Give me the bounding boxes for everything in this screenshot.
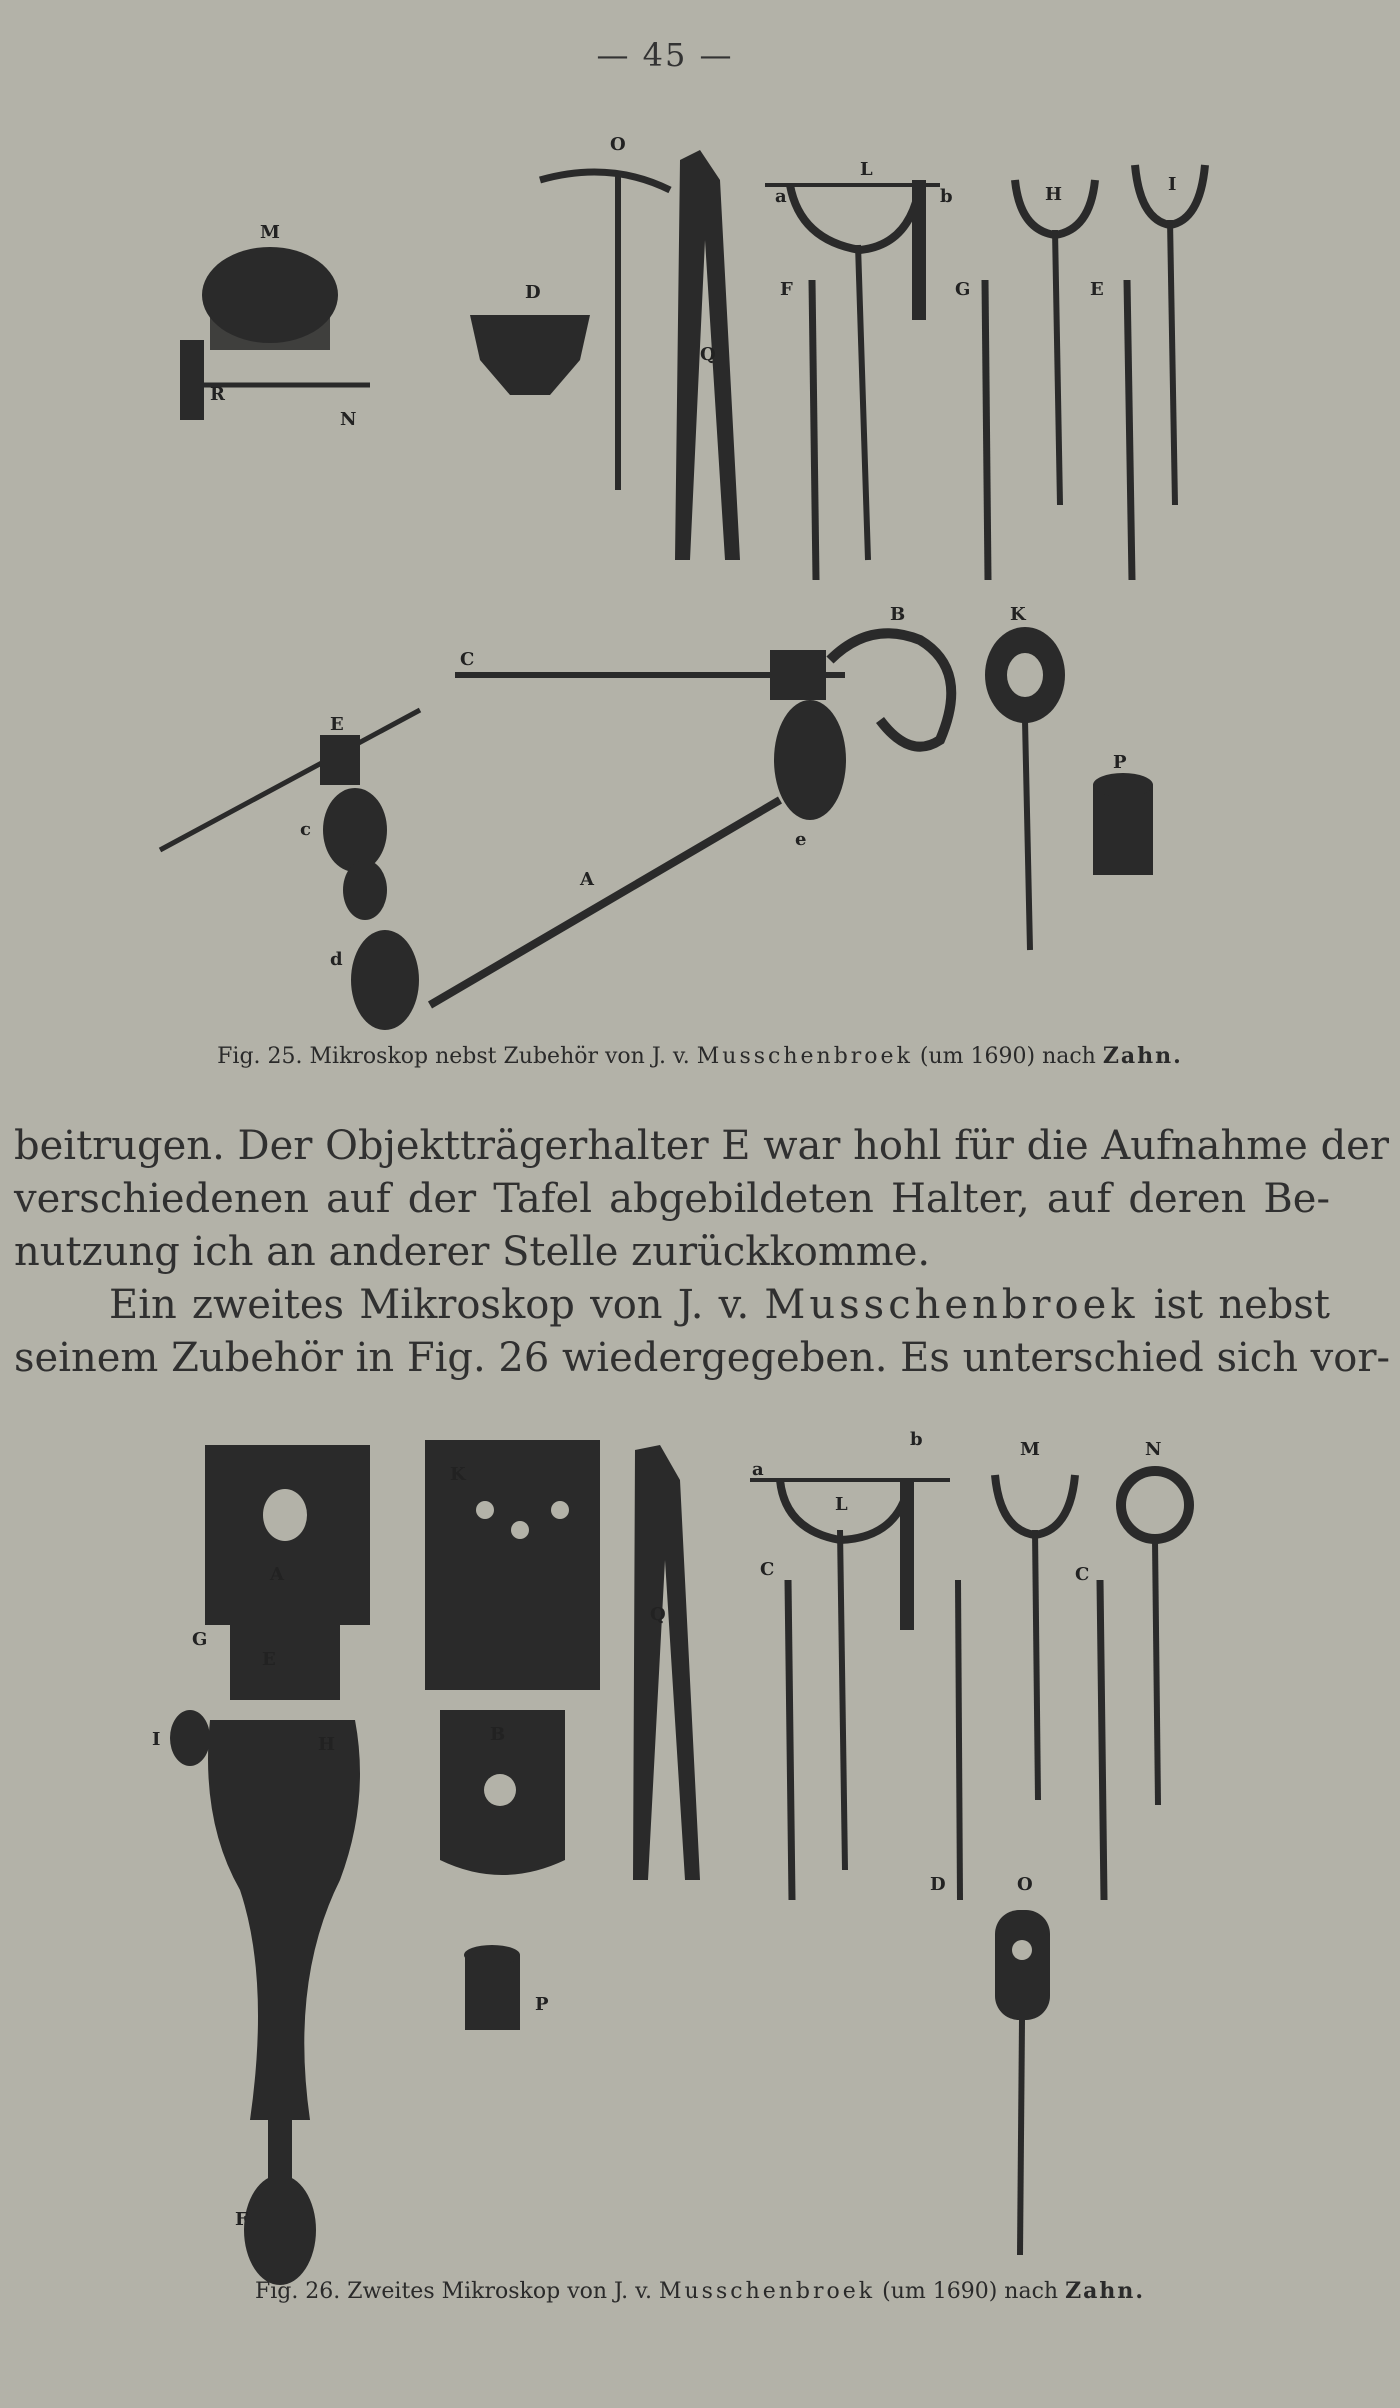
- label-e-joint: e: [795, 829, 807, 850]
- fig25-caption-author: Zahn.: [1102, 1043, 1183, 1069]
- label-p-26: P: [535, 1994, 549, 2015]
- label-d: D: [525, 282, 541, 303]
- page-number: — 45 —: [596, 36, 734, 74]
- label-f-26: F: [235, 2209, 248, 2230]
- figure-25-illustration: [140, 120, 1280, 1040]
- label-c-joint: c: [300, 819, 311, 840]
- label-l: L: [860, 159, 873, 180]
- part-i-fork: [1135, 165, 1205, 505]
- label-a-26: A: [270, 1564, 284, 1585]
- label-d-26: D: [930, 1874, 946, 1895]
- part-c-needle-26-right: [1075, 1564, 1104, 1900]
- part-m-fork-26: [995, 1439, 1075, 1800]
- part-q-tweezers: [675, 150, 740, 560]
- label-n-26: N: [1145, 1439, 1162, 1460]
- label-g: G: [955, 279, 971, 300]
- label-b-26-holder: b: [910, 1429, 923, 1450]
- body-line-3: nutzung ich an anderer Stelle zurückkomme.: [14, 1229, 931, 1275]
- fig25-caption-year: (um 1690) nach: [919, 1044, 1096, 1069]
- label-a-arm: A: [580, 869, 594, 890]
- fig25-caption-name: Musschenbroek: [696, 1044, 913, 1069]
- label-c-26: C: [760, 1559, 775, 1580]
- figure-26-caption: [0, 2278, 1400, 2304]
- label-f: F: [780, 279, 793, 300]
- part-microscope-body: [152, 1445, 370, 2285]
- part-c-needle-26: [760, 1559, 792, 1900]
- label-b: b: [940, 186, 953, 207]
- part-l-holder-26: [750, 1429, 950, 1870]
- label-d-joint: d: [330, 949, 343, 970]
- label-k: K: [1010, 604, 1026, 625]
- fig25-caption-prefix: Fig. 25.: [217, 1044, 303, 1069]
- label-e-top: E: [1090, 279, 1104, 300]
- label-l-26: L: [835, 1494, 848, 1515]
- part-m-knob: [180, 222, 370, 430]
- label-o: O: [610, 134, 626, 155]
- body-line-4-end: ist nebst: [1153, 1282, 1330, 1328]
- label-h: H: [1045, 184, 1063, 205]
- part-e-needle: [1090, 279, 1132, 580]
- figure-25-drawing: [140, 120, 1280, 1040]
- label-g-26: G: [192, 1629, 208, 1650]
- part-p-spool: [1093, 752, 1153, 875]
- fig26-caption-prefix: Fig. 26.: [254, 2279, 341, 2304]
- label-c-26-right: C: [1075, 1564, 1090, 1585]
- part-p-spool-26: [464, 1945, 549, 2030]
- fig26-caption-year: (um 1690) nach: [882, 2279, 1059, 2304]
- part-a-microscope-arm: [160, 604, 951, 1030]
- label-p: P: [1113, 752, 1127, 773]
- label-k-26: K: [450, 1464, 466, 1485]
- label-b-26: B: [490, 1724, 506, 1745]
- label-r: R: [210, 384, 225, 405]
- part-g-needle: [955, 279, 988, 580]
- part-k-plate: [425, 1440, 600, 1690]
- figure-26-drawing: [140, 1420, 1280, 2300]
- label-a-26-holder: a: [752, 1459, 764, 1480]
- body-line-5: seinem Zubehör in Fig. 26 wiedergegeben. Es unterschied sich vor-: [14, 1335, 1390, 1381]
- body-paragraph: [14, 1120, 1390, 1385]
- figure-25-caption: [0, 1043, 1400, 1069]
- label-e-arm: E: [330, 714, 344, 735]
- part-q-tweezers-26: [633, 1445, 700, 1880]
- figure-26-illustration: [140, 1420, 1280, 2300]
- fig25-caption-mid: Mikroskop nebst Zubehör von J. v.: [309, 1044, 690, 1069]
- label-o-26: O: [1017, 1874, 1033, 1895]
- part-o-hook: [540, 134, 670, 490]
- fig26-caption-author: Zahn.: [1065, 2278, 1146, 2304]
- label-h-26: H: [318, 1734, 336, 1755]
- label-m-26: M: [1020, 1439, 1040, 1460]
- part-o-pin-26: [995, 1874, 1050, 2255]
- label-b-arm: B: [890, 604, 906, 625]
- label-q-26: Q: [650, 1604, 666, 1625]
- label-q: Q: [700, 344, 716, 365]
- body-line-2: verschiedenen auf der Tafel abgebildeten Halter, auf deren Be-: [14, 1176, 1330, 1222]
- body-line-4: [14, 1279, 1330, 1332]
- label-n: N: [340, 409, 357, 430]
- part-l-holder: [765, 159, 953, 560]
- label-a: a: [775, 186, 787, 207]
- part-f-needle: [780, 279, 816, 580]
- body-line-4-start: Ein zweites Mikroskop von J. v.: [109, 1282, 750, 1328]
- part-k-ring-pin: [985, 604, 1065, 950]
- part-b-plate: [440, 1710, 565, 1875]
- fig26-caption-mid: Zweites Mikroskop von J. v.: [347, 2279, 652, 2304]
- body-line-4-name: Musschenbroek: [764, 1282, 1139, 1328]
- body-line-1: beitrugen. Der Objektträgerhalter E war hohl für die Aufnahme der: [14, 1123, 1389, 1169]
- label-m: M: [260, 222, 280, 243]
- label-i: I: [1168, 174, 1177, 195]
- label-e-26: E: [262, 1649, 276, 1670]
- part-n-ring-26: [1121, 1439, 1189, 1805]
- part-d-cup: [470, 282, 590, 395]
- part-d-needle-26: [930, 1580, 960, 1900]
- fig26-caption-name: Musschenbroek: [658, 2279, 876, 2304]
- label-c-rod: C: [460, 649, 475, 670]
- part-h-fork: [1015, 180, 1095, 505]
- label-i-26: I: [152, 1729, 161, 1750]
